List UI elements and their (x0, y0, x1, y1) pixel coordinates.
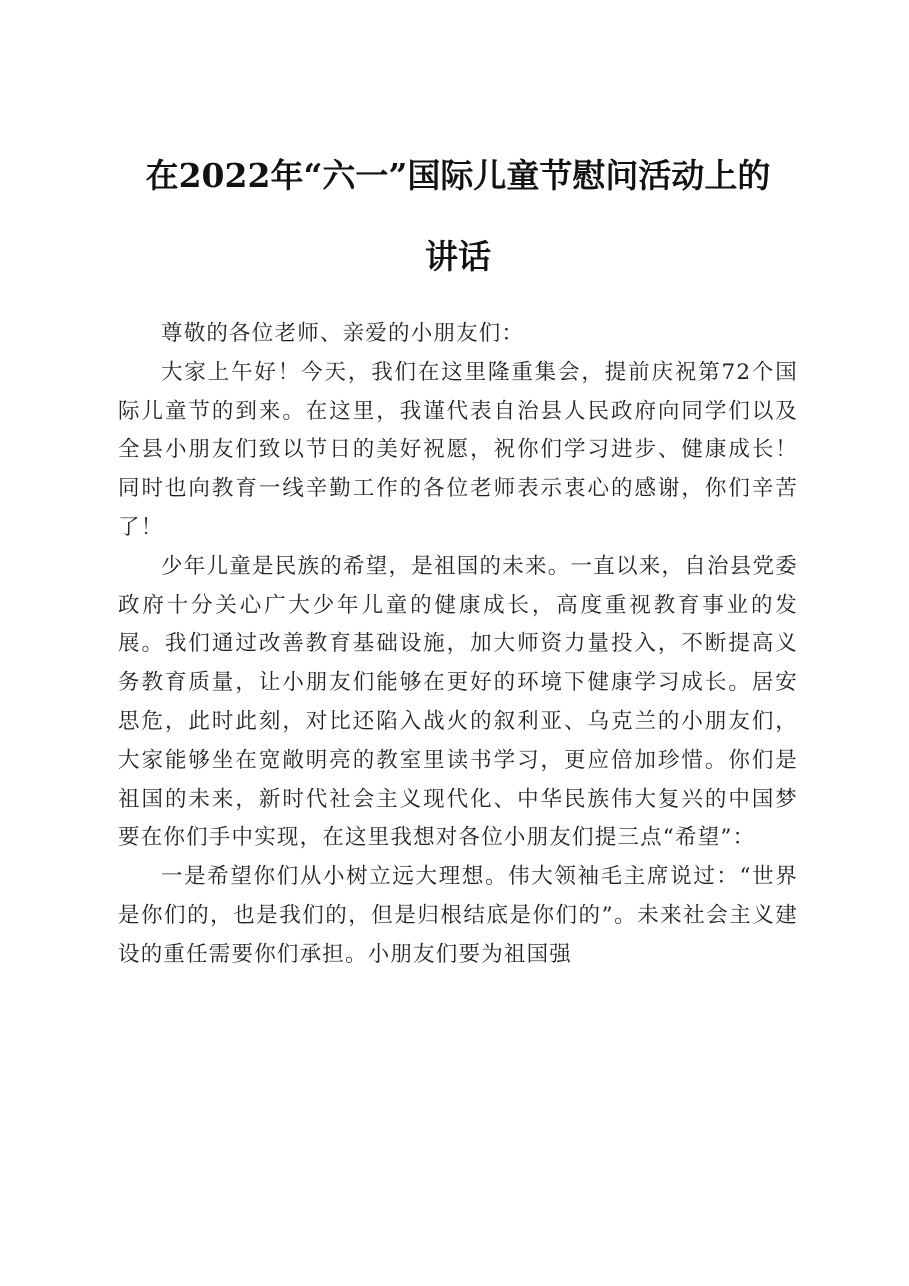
body-paragraph: 少年儿童是民族的希望，是祖国的未来。一直以来，自治县党委政府十分关心广大少年儿童的健康成长，高度重视教育事业的发展。我们通过改善教育基础设施，加大师资力量投入，不断提高义务教育质量，让小朋友们能够在更好的环境下健康学习成长。居安思危，此时此刻，对比还陷入战火的叙利亚、乌克兰的小朋友们，大家能够坐在宽敞明亮的教室里读书学习，更应倍加珍惜。你们是祖国的未来，新时代社会主义现代化、中华民族伟大复兴的中国梦要在你们手中实现，在这里我想对各位小朋友们提三点“希望”： (118, 553, 798, 851)
document-title-line-1: 在2022年“六一”国际儿童节慰问活动上的 (145, 156, 771, 195)
document-body (118, 315, 798, 975)
document-title-line-2: 讲话 (425, 237, 491, 276)
body-paragraph: 大家上午好！今天，我们在这里隆重集会，提前庆祝第72个国际儿童节的到来。在这里，我谨代表自治县人民政府向同学们以及全县小朋友们致以节日的美好祝愿，祝你们学习进步、健康成长！同时也向教育一线辛勤工作的各位老师表示衷心的感谢，你们辛苦了！ (118, 359, 798, 540)
salutation-paragraph: 尊敬的各位老师、亲爱的小朋友们： (161, 321, 525, 346)
body-paragraph: 一是希望你们从小树立远大理想。伟大领袖毛主席说过：“世界是你们的，也是我们的，但是归根结底是你们的”。未来社会主义建设的重任需要你们承担。小朋友们要为祖国强 (118, 864, 798, 967)
